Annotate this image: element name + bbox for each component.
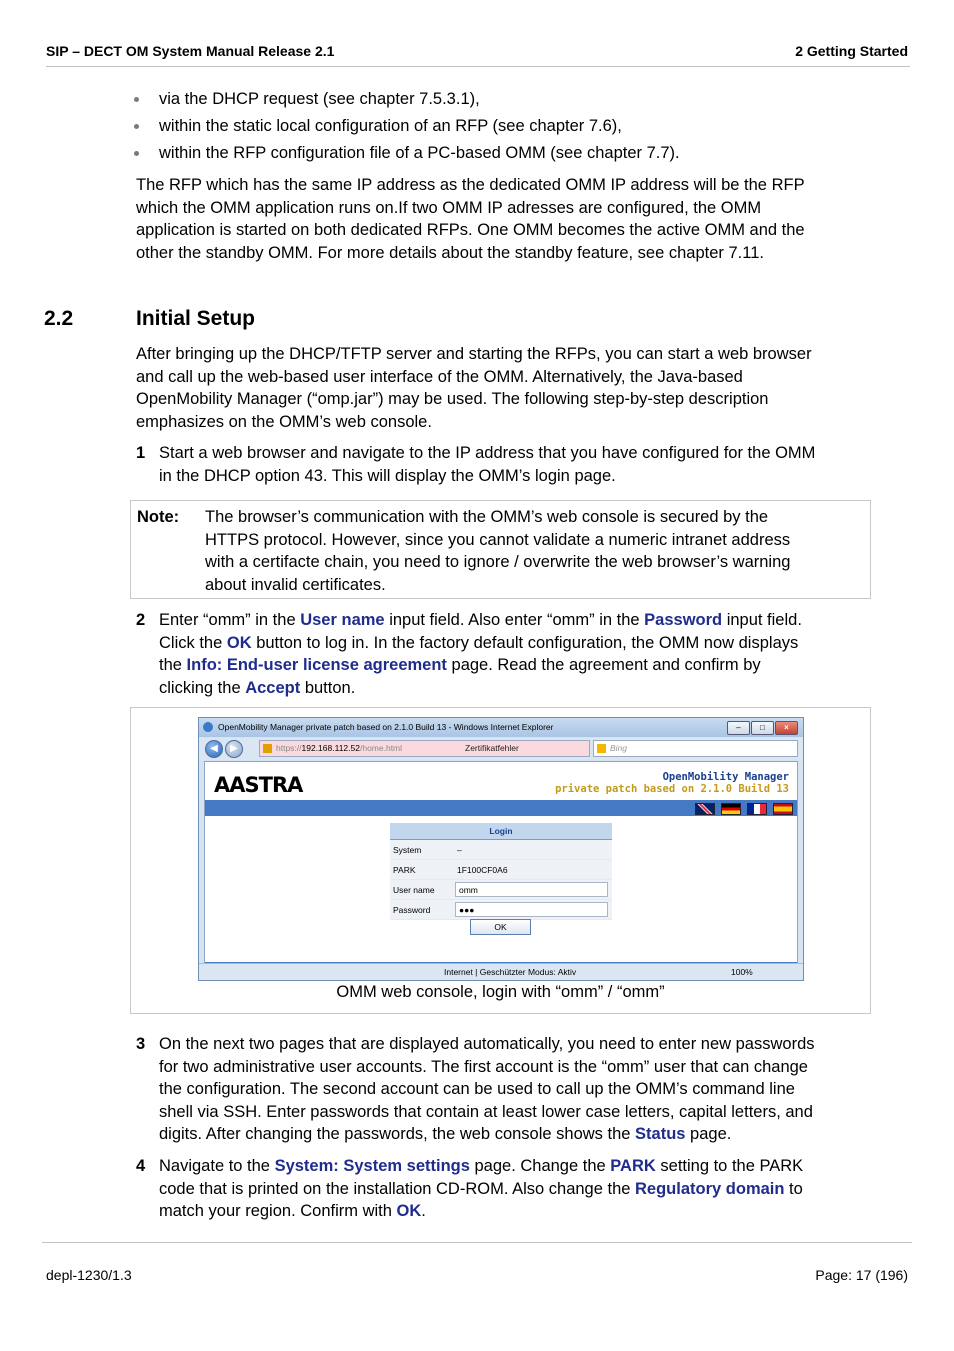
ok-button[interactable]: OK: [470, 919, 531, 935]
flag-fr-icon[interactable]: [747, 803, 767, 815]
back-icon[interactable]: ◀: [205, 740, 223, 758]
figure-caption: OMM web console, login with “omm” / “omm”: [336, 983, 665, 1001]
header-title: SIP – DECT OM System Manual Release 2.1: [46, 43, 335, 59]
step-number: 1: [136, 444, 146, 462]
step-number: 4: [136, 1157, 146, 1175]
aastra-logo: AASTRA: [214, 773, 303, 797]
login-row: User name omm: [390, 880, 612, 900]
ui-ref: System: System settings: [274, 1157, 470, 1175]
bing-icon: [597, 744, 606, 753]
browser-title-bar: [199, 718, 803, 737]
web-page: [204, 761, 798, 973]
section-intro-paragraph: After bringing up the DHCP/TFTP server and starting the RFPs, you can start a web browser and call up the web-based user interface of the OMM. Alternatively, the Java-based OpenMobility Manager (“omp.jar”) may be used. The following step-by-step description emphasizes on the OMM’s web console.: [136, 345, 812, 431]
ie-icon: [203, 722, 213, 732]
search-box[interactable]: Bing: [593, 740, 798, 757]
login-row: PARK 1F100CF0A6: [390, 860, 612, 880]
section-number: 2.2: [44, 307, 74, 330]
browser-nav-bar: [199, 738, 803, 760]
ui-ref: Status: [635, 1125, 686, 1143]
flag-de-icon[interactable]: [721, 803, 741, 815]
forward-icon[interactable]: ▶: [225, 740, 243, 758]
ui-ref: Accept: [245, 678, 301, 697]
step-number: 2: [136, 611, 146, 629]
browser-status-bar: [199, 963, 803, 980]
step-2-text: Enter “omm” in the User name input field. Also enter “omm” in the Password input field. Click the OK button to log in. In the factory default configuration, the OMM now displays the Info: End-user license agreement page. Read the agreement and confirm by clicking the Accept button.: [159, 611, 802, 697]
browser-screenshot: [198, 717, 804, 981]
step-4-text: Navigate to the System: System settings page. Change the PARK setting to the PARK code that is printed on the installation CD-ROM. Also change the Regulatory domain to match your region. Confirm with OK.: [159, 1157, 804, 1220]
close-icon[interactable]: ×: [775, 721, 798, 735]
login-form: [390, 823, 612, 920]
username-input[interactable]: omm: [455, 882, 608, 897]
step-1-text: Start a web browser and navigate to the IP address that you have configured for the OMM in the DHCP option 43. This will display the OMM’s login page.: [159, 444, 816, 485]
minimize-icon[interactable]: –: [727, 721, 750, 735]
flag-uk-icon[interactable]: [695, 803, 715, 815]
ui-ref: Regulatory domain: [635, 1179, 785, 1198]
ui-ref: Password: [644, 611, 723, 629]
step-number: 3: [136, 1035, 146, 1053]
ui-ref: Info: End-user license agreement: [186, 656, 447, 674]
ui-ref: PARK: [610, 1157, 656, 1175]
certificate-error[interactable]: Zertifikatfehler: [465, 743, 519, 753]
language-bar: [205, 800, 797, 816]
login-row: Password ●●●: [390, 900, 612, 920]
page-icon: [263, 744, 272, 753]
step-3-text: On the next two pages that are displayed automatically, you need to enter new passwords for two administrative user accounts. The first account is the “omm” user that can change the configuration. The second account can be used to call up the OMM’s command line shell via SSH. Enter passwords that contain at least lower case letters, capital letters, and digits. After changing the passwords, the web console shows the Status page.: [159, 1035, 815, 1143]
security-zone: Internet | Geschützter Modus: Aktiv: [444, 967, 577, 977]
app-title-block: OpenMobility Manager private patch based on 2.1.0 Build 13: [555, 771, 789, 795]
header-chapter: 2 Getting Started: [795, 43, 908, 59]
page-header: [46, 42, 910, 67]
address-bar[interactable]: https://192.168.112.52/home.html Zertifikatfehler: [259, 740, 590, 757]
figure-box: [130, 707, 871, 1014]
section-title: Initial Setup: [136, 307, 256, 330]
window-title: OpenMobility Manager private patch based on 2.1.0 Build 13 - Windows Internet Explorer: [218, 722, 554, 732]
intro-paragraph: The RFP which has the same IP address as the dedicated OMM IP address will be the RFP which the OMM application runs on.If two OMM IP adresses are configured, the OMM application is started on both dedicated RFPs. One OMM becomes the active OMM and the other the standby OMM. For more details about the standby feature, see chapter 7.11.: [136, 176, 805, 262]
bullet-icon: [134, 97, 139, 102]
note-label: Note:: [137, 508, 180, 526]
login-heading: Login: [390, 823, 612, 840]
note-text: The browser’s communication with the OMM’s web console is secured by the HTTPS protocol. However, since you cannot validate a numeric intranet address with a certifacte chain, you need to ignore / overwrite the web browser’s warning about invalid certificates.: [205, 508, 791, 594]
document-id: depl-1230/1.3: [46, 1267, 132, 1283]
maximize-icon[interactable]: □: [751, 721, 774, 735]
page-number: Page: 17 (196): [815, 1267, 908, 1283]
bullet-icon: [134, 124, 139, 129]
zoom-level[interactable]: 100%: [731, 967, 753, 977]
note-box: [130, 500, 871, 599]
password-input[interactable]: ●●●: [455, 902, 608, 917]
login-row: System –: [390, 840, 612, 860]
page-footer: [42, 1242, 912, 1283]
bullet-icon: [134, 151, 139, 156]
ui-ref: User name: [300, 611, 385, 629]
ui-ref: OK: [226, 633, 252, 652]
ui-ref: OK: [396, 1202, 422, 1220]
flag-es-icon[interactable]: [773, 803, 793, 815]
